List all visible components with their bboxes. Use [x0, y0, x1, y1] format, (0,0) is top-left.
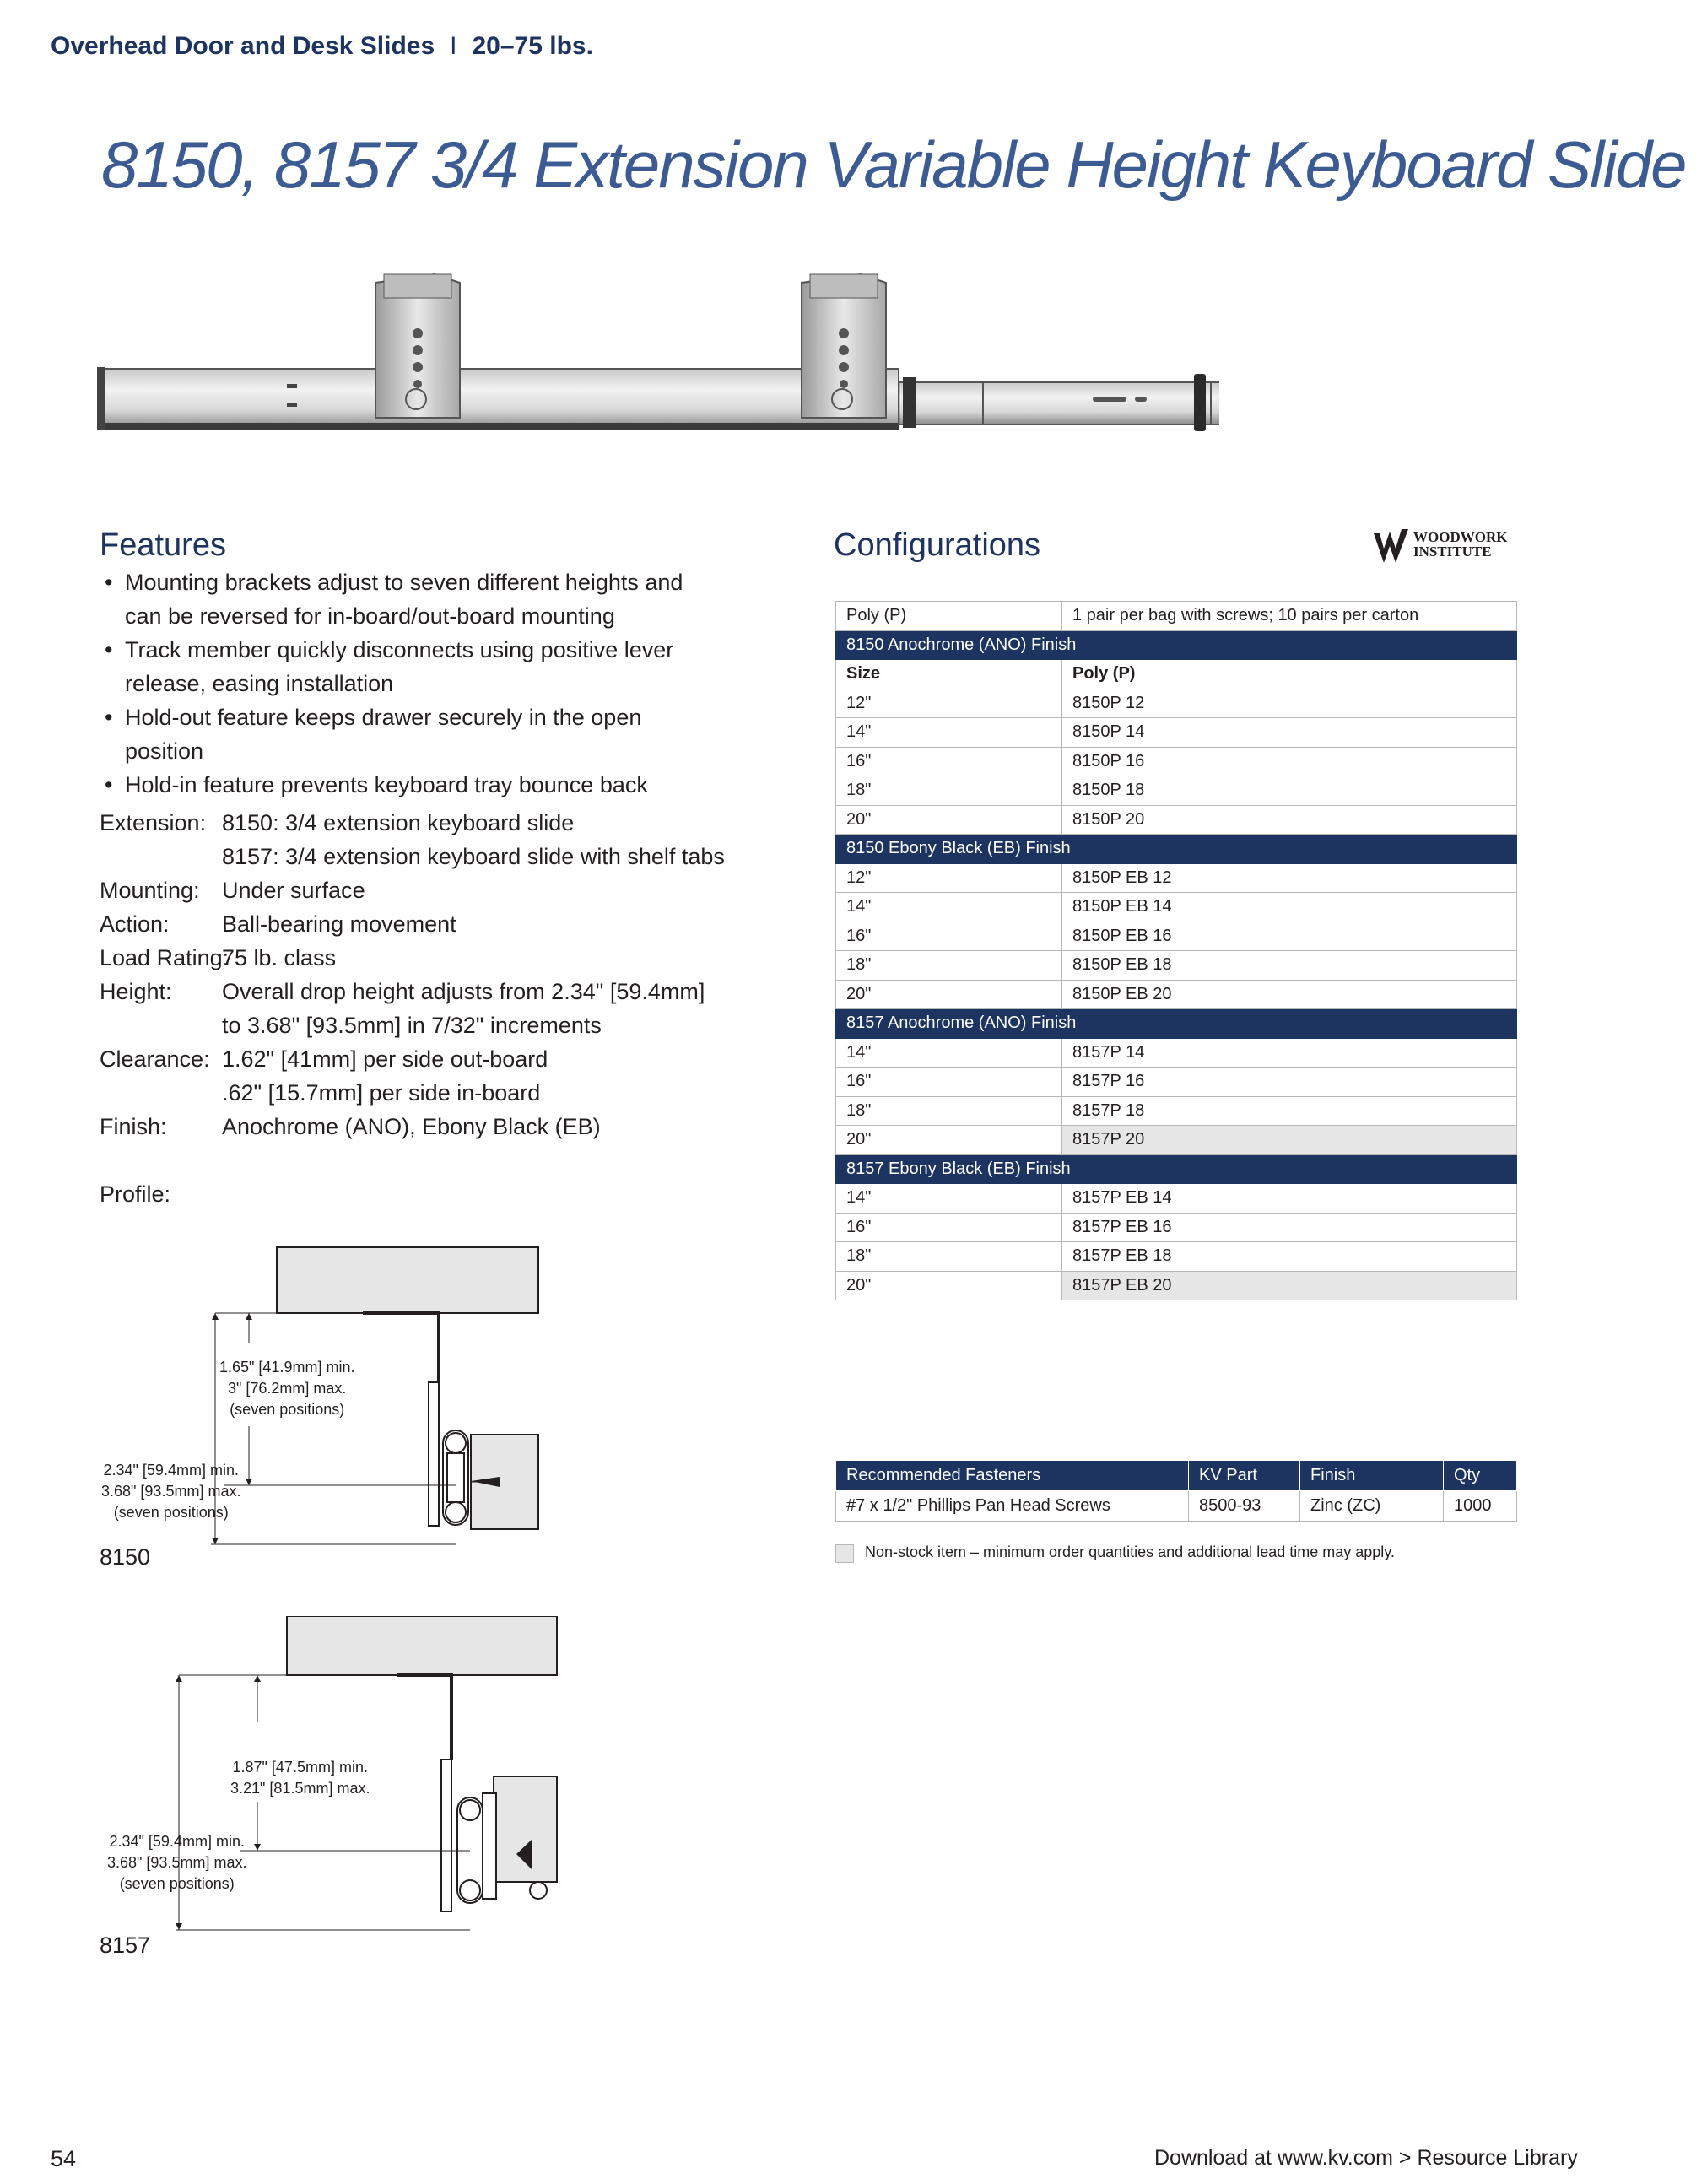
part-number-cell: 8157P 14	[1062, 1038, 1517, 1068]
spec-load-value: 75 lb. class	[222, 945, 337, 970]
model-8157: 8157:	[222, 844, 279, 869]
part-number-cell: 8157P 20	[1062, 1126, 1517, 1155]
spec-load-label: Load Rating:	[100, 945, 230, 970]
spec-action-label: Action:	[100, 911, 170, 937]
profile-8150-bracket-dimension	[219, 1357, 354, 1420]
dim-line: 3.21" [81.5mm] max.	[230, 1780, 370, 1797]
size-cell: 14"	[836, 718, 1062, 748]
table-row	[836, 1242, 1517, 1272]
fastener-part: 8500-93	[1189, 1491, 1300, 1522]
part-number-cell: 8150P 12	[1062, 689, 1517, 718]
table-row	[836, 1126, 1517, 1155]
size-cell: 16"	[836, 922, 1062, 951]
table-row	[836, 1184, 1517, 1214]
header-breadcrumb	[51, 32, 593, 61]
table-row	[836, 1491, 1517, 1522]
fasteners-header-row	[836, 1461, 1517, 1491]
logo-line: INSTITUTE	[1413, 543, 1492, 560]
part-number-cell: 8157P 16	[1062, 1068, 1517, 1097]
fastener-name: #7 x 1/2" Phillips Pan Head Screws	[836, 1491, 1189, 1522]
part-number-cell: 8150P EB 16	[1062, 922, 1517, 951]
table-row	[836, 951, 1517, 981]
fasteners-col-qty: Qty	[1444, 1461, 1517, 1491]
size-cell: 18"	[836, 776, 1062, 806]
spec-finish-value: Anochrome (ANO), Ebony Black (EB)	[222, 1114, 601, 1139]
download-link[interactable]: Download at www.kv.com > Resource Library	[1154, 2146, 1578, 2170]
table-row	[836, 980, 1517, 1009]
configurations-table	[835, 601, 1517, 1300]
finish-group-header	[836, 1154, 1517, 1184]
dim-line: 3" [76.2mm] max.	[228, 1380, 347, 1397]
dim-line: (seven positions)	[230, 1401, 345, 1418]
woodwork-logo-text	[1413, 530, 1507, 559]
features-list	[100, 565, 724, 802]
fasteners-col-name: Recommended Fasteners	[836, 1461, 1189, 1491]
table-row	[836, 776, 1517, 806]
column-header-poly: Poly (P)	[1062, 660, 1517, 689]
spec-profile-label: Profile:	[100, 1181, 171, 1207]
spec-height-label: Height:	[100, 979, 172, 1004]
extension-8157-text: 3/4 extension keyboard slide with shelf tabs	[285, 844, 725, 869]
fasteners-table	[835, 1460, 1517, 1522]
packaging-code: Poly (P)	[836, 602, 1062, 631]
dim-line: 1.65" [41.9mm] min.	[219, 1359, 355, 1376]
dim-line: 2.34" [59.4mm] min.	[103, 1462, 239, 1479]
fastener-finish: Zinc (ZC)	[1300, 1491, 1444, 1522]
spec-clearance-line1: 1.62" [41mm] per side out-board	[222, 1046, 548, 1072]
size-cell: 16"	[836, 1068, 1062, 1097]
size-cell: 20"	[836, 980, 1062, 1009]
finish-group-header	[836, 835, 1517, 864]
dim-line: 1.87" [47.5mm] min.	[232, 1759, 368, 1776]
fasteners-col-finish: Finish	[1300, 1461, 1444, 1491]
table-row	[836, 1213, 1517, 1242]
table-row	[836, 747, 1517, 776]
size-cell: 20"	[836, 1126, 1062, 1155]
spec-extension-label: Extension:	[100, 810, 207, 835]
finish-group-header	[836, 1009, 1517, 1039]
header-category: Overhead Door and Desk Slides	[51, 32, 435, 60]
part-number-cell: 8150P 14	[1062, 718, 1517, 748]
packaging-row	[836, 602, 1517, 631]
feature-item: • Mounting brackets adjust to seven different heights and can be reversed for in-board/out-board mounting	[100, 565, 724, 633]
dim-line: (seven positions)	[119, 1875, 235, 1892]
model-8150: 8150:	[222, 810, 279, 835]
dim-line: 3.68" [93.5mm] max.	[101, 1483, 241, 1500]
product-photo	[97, 257, 1219, 439]
feature-item: • Hold-in feature prevents keyboard tray bounce back	[100, 768, 724, 802]
profile-8157-drop-dimension	[107, 1831, 246, 1895]
part-number-cell: 8150P EB 20	[1062, 980, 1517, 1009]
size-cell: 18"	[836, 1242, 1062, 1272]
non-stock-legend: Non-stock item – minimum order quantities and additional lead time may apply.	[865, 1543, 1395, 1560]
part-number-cell: 8157P EB 18	[1062, 1242, 1517, 1272]
part-number-cell: 8150P 20	[1062, 805, 1517, 835]
spec-clearance-label: Clearance:	[100, 1046, 210, 1072]
profile-8150-label: 8150	[100, 1544, 151, 1570]
table-row	[836, 863, 1517, 893]
size-cell: 16"	[836, 1213, 1062, 1242]
table-row	[836, 1096, 1517, 1126]
header-weight-range: 20–75 lbs.	[472, 32, 593, 60]
profile-8150-drop-dimension	[101, 1460, 240, 1523]
size-cell: 20"	[836, 1271, 1062, 1300]
part-number-cell: 8157P EB 14	[1062, 1184, 1517, 1214]
dim-line: 3.68" [93.5mm] max.	[107, 1854, 247, 1871]
part-number-cell: 8157P EB 16	[1062, 1213, 1517, 1242]
page-number: 54	[51, 2146, 77, 2171]
woodwork-logo-icon	[1371, 525, 1418, 567]
fastener-qty: 1000	[1444, 1491, 1517, 1522]
table-row	[836, 689, 1517, 718]
spec-clearance-line2: .62" [15.7mm] per side in-board	[222, 1080, 541, 1106]
part-number-cell: 8150P EB 14	[1062, 893, 1517, 922]
logo-line: WOODWORK	[1413, 529, 1508, 545]
finish-group-title: 8150 Ebony Black (EB) Finish	[836, 835, 1517, 864]
profile-8157-label: 8157	[100, 1933, 151, 1958]
dim-line: (seven positions)	[113, 1504, 229, 1521]
spec-mounting-label: Mounting:	[100, 878, 200, 903]
extension-8150-text: 3/4 extension keyboard slide	[285, 810, 575, 835]
part-number-cell: 8150P EB 18	[1062, 951, 1517, 981]
finish-group-title: 8150 Anochrome (ANO) Finish	[836, 630, 1517, 660]
table-row	[836, 1038, 1517, 1068]
part-number-cell: 8157P EB 20	[1062, 1271, 1517, 1300]
table-row	[836, 718, 1517, 748]
size-cell: 14"	[836, 893, 1062, 922]
size-cell: 18"	[836, 951, 1062, 981]
part-number-cell: 8150P 18	[1062, 776, 1517, 806]
size-cell: 14"	[836, 1184, 1062, 1214]
table-row	[836, 1271, 1517, 1300]
size-cell: 20"	[836, 805, 1062, 835]
table-row	[836, 1068, 1517, 1097]
profile-8157-bracket-dimension	[230, 1757, 370, 1799]
woodwork-institute-logo	[1371, 525, 1523, 567]
table-row	[836, 922, 1517, 951]
feature-item: • Hold-out feature keeps drawer securely in the open position	[100, 700, 724, 768]
spec-extension-8150	[222, 806, 574, 840]
configurations-heading: Configurations	[834, 527, 1041, 563]
features-heading: Features	[100, 527, 226, 563]
spec-extension-8157	[222, 840, 725, 873]
finish-group-header	[836, 630, 1517, 660]
size-cell: 12"	[836, 863, 1062, 893]
non-stock-swatch	[835, 1544, 854, 1563]
size-cell: 12"	[836, 689, 1062, 718]
size-cell: 14"	[836, 1038, 1062, 1068]
fasteners-col-part: KV Part	[1189, 1461, 1300, 1491]
part-number-cell: 8157P 18	[1062, 1096, 1517, 1126]
table-row	[836, 893, 1517, 922]
spec-height-line2: to 3.68" [93.5mm] in 7/32" increments	[222, 1013, 602, 1038]
part-number-cell: 8150P 16	[1062, 747, 1517, 776]
packaging-description: 1 pair per bag with screws; 10 pairs per carton	[1062, 602, 1517, 631]
column-header-size: Size	[836, 660, 1062, 689]
spec-mounting-value: Under surface	[222, 878, 365, 903]
spec-height-line1: Overall drop height adjusts from 2.34" [59.4mm]	[222, 979, 705, 1004]
spec-action-value: Ball-bearing movement	[222, 911, 456, 937]
dim-line: 2.34" [59.4mm] min.	[109, 1833, 245, 1850]
table-row	[836, 805, 1517, 835]
size-cell: 18"	[836, 1096, 1062, 1126]
part-number-cell: 8150P EB 12	[1062, 863, 1517, 893]
finish-group-title: 8157 Ebony Black (EB) Finish	[836, 1154, 1517, 1184]
feature-item: • Track member quickly disconnects using positive lever release, easing installation	[100, 633, 724, 700]
spec-finish-label: Finish:	[100, 1114, 167, 1139]
size-cell: 16"	[836, 747, 1062, 776]
column-header-row	[836, 660, 1517, 689]
finish-group-title: 8157 Anochrome (ANO) Finish	[836, 1009, 1517, 1039]
page-title: 8150, 8157 3/4 Extension Variable Height Keyboard Slide	[101, 127, 1686, 202]
header-separator: I	[450, 32, 457, 60]
